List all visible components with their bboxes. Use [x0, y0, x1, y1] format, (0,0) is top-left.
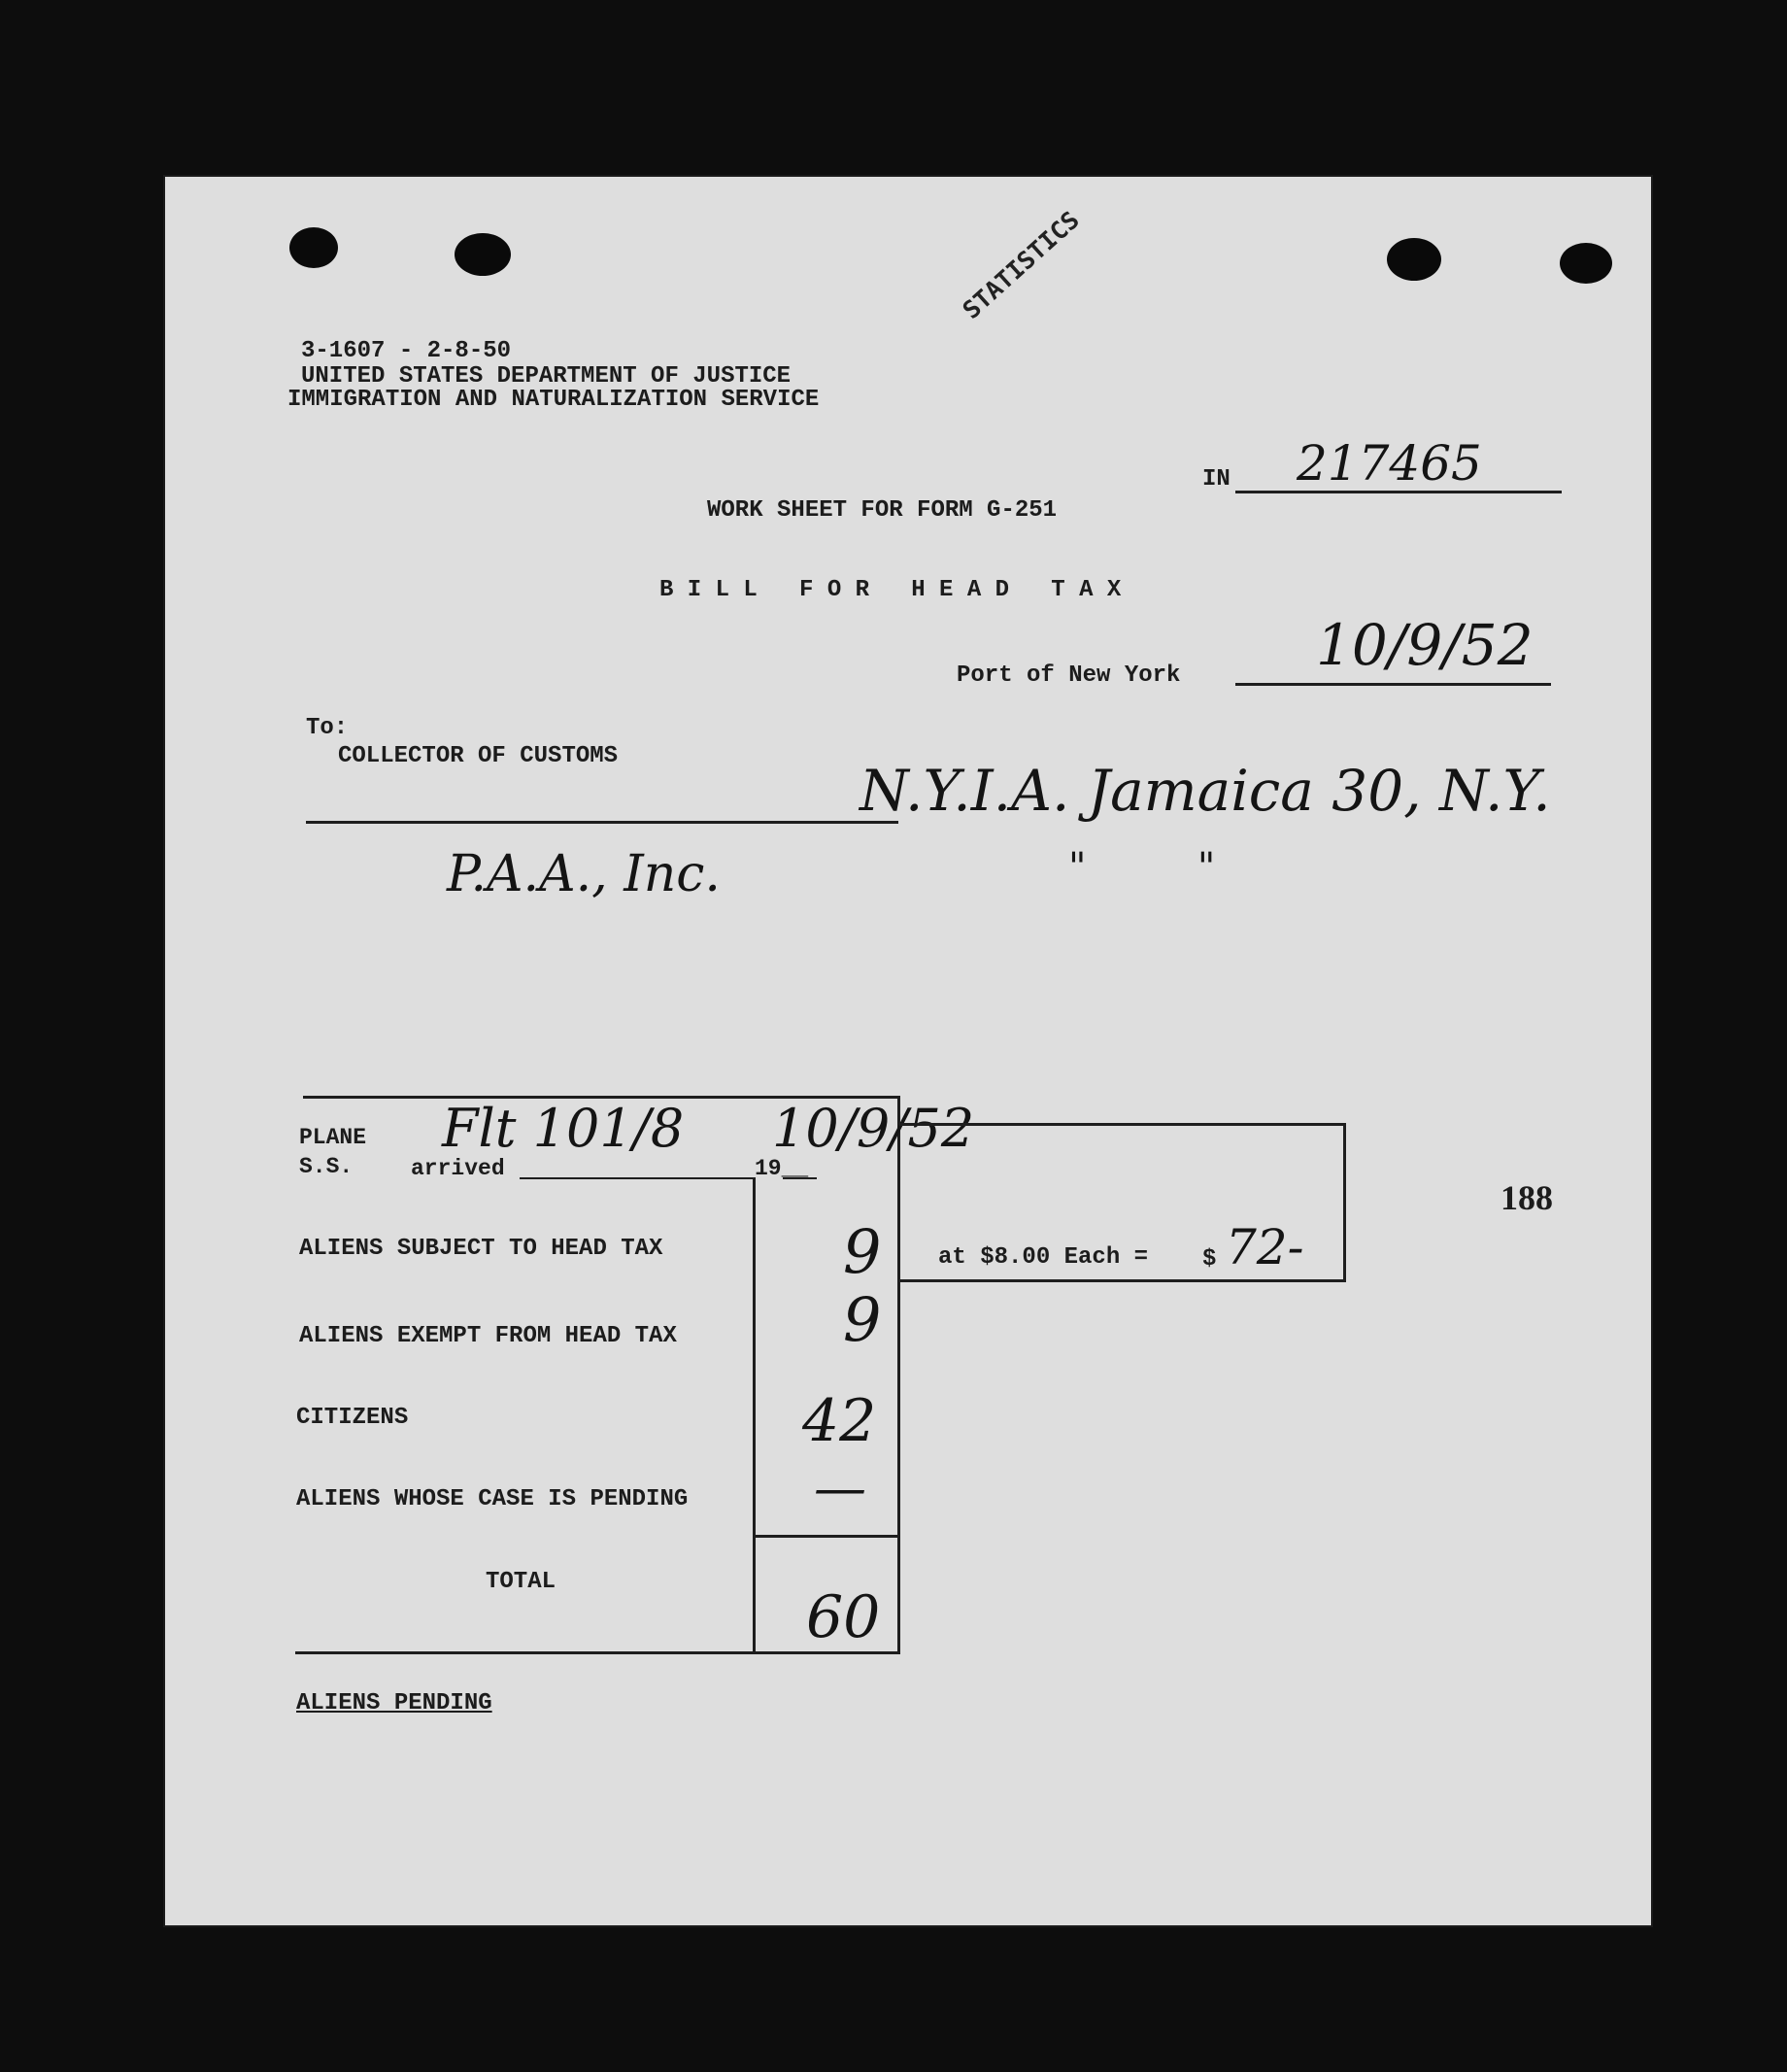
total-label: TOTAL — [486, 1569, 556, 1595]
form-code: 3-1607 - 2-8-50 — [301, 338, 512, 364]
service-name: IMMIGRATION AND NATURALIZATION SERVICE — [287, 387, 820, 413]
to-label: To: — [306, 715, 349, 741]
year-label: 19__ — [755, 1156, 809, 1181]
punch-hole — [455, 233, 511, 276]
table-row-value: — — [814, 1457, 866, 1518]
table-row-value: 42 — [802, 1387, 877, 1455]
company-handwritten: P.A.A., Inc. — [447, 845, 721, 903]
ss-label: S.S. — [299, 1154, 354, 1179]
pending-heading: ALIENS PENDING — [296, 1690, 492, 1716]
table-row-label: ALIENS SUBJECT TO HEAD TAX — [299, 1236, 663, 1262]
table-row-value: 9 — [843, 1284, 882, 1355]
addressee-line — [306, 821, 898, 824]
punch-hole — [289, 227, 338, 268]
punch-hole — [1560, 243, 1612, 284]
department-name: UNITED STATES DEPARTMENT OF JUSTICE — [301, 363, 792, 390]
port-date: 10/9/52 — [1316, 612, 1534, 678]
table-row-label: ALIENS EXEMPT FROM HEAD TAX — [299, 1323, 677, 1349]
dollar-sign: $ — [1202, 1246, 1217, 1273]
in-label: IN — [1202, 466, 1231, 493]
table-bottom-line — [295, 1651, 900, 1654]
in-number: 217465 — [1297, 435, 1482, 492]
arrived-label: arrived — [411, 1156, 505, 1181]
rate-text: at $8.00 Each = — [938, 1244, 1149, 1271]
statistics-stamp: STATISTICS — [957, 205, 1085, 324]
column-divider-line — [753, 1177, 756, 1653]
table-row-value: 9 — [843, 1216, 882, 1287]
port-label: Port of New York — [957, 662, 1181, 689]
page-number: 188 — [1500, 1178, 1553, 1217]
ditto-marks: " " — [1068, 845, 1216, 890]
table-row-label: CITIZENS — [296, 1405, 409, 1431]
collector-name: COLLECTOR OF CUSTOMS — [338, 743, 619, 769]
flight-handwritten: Flt 101/8 — [442, 1098, 685, 1159]
worksheet-title: WORK SHEET FOR FORM G-251 — [707, 497, 1058, 524]
punch-hole — [1387, 238, 1441, 281]
arrival-date-handwritten: 10/9/52 — [772, 1098, 975, 1159]
amount-handwritten: 72- — [1226, 1219, 1304, 1275]
bill-title: B I L L F O R H E A D T A X — [659, 577, 1122, 603]
arrived-line — [520, 1177, 753, 1179]
port-date-line — [1235, 683, 1551, 686]
table-row-label: ALIENS WHOSE CASE IS PENDING — [296, 1486, 689, 1512]
plane-label: PLANE — [299, 1125, 367, 1150]
total-value: 60 — [806, 1583, 881, 1651]
total-divider-line — [753, 1535, 900, 1538]
location-handwritten: N.Y.I.A. Jamaica 30, N.Y. — [860, 758, 1551, 824]
